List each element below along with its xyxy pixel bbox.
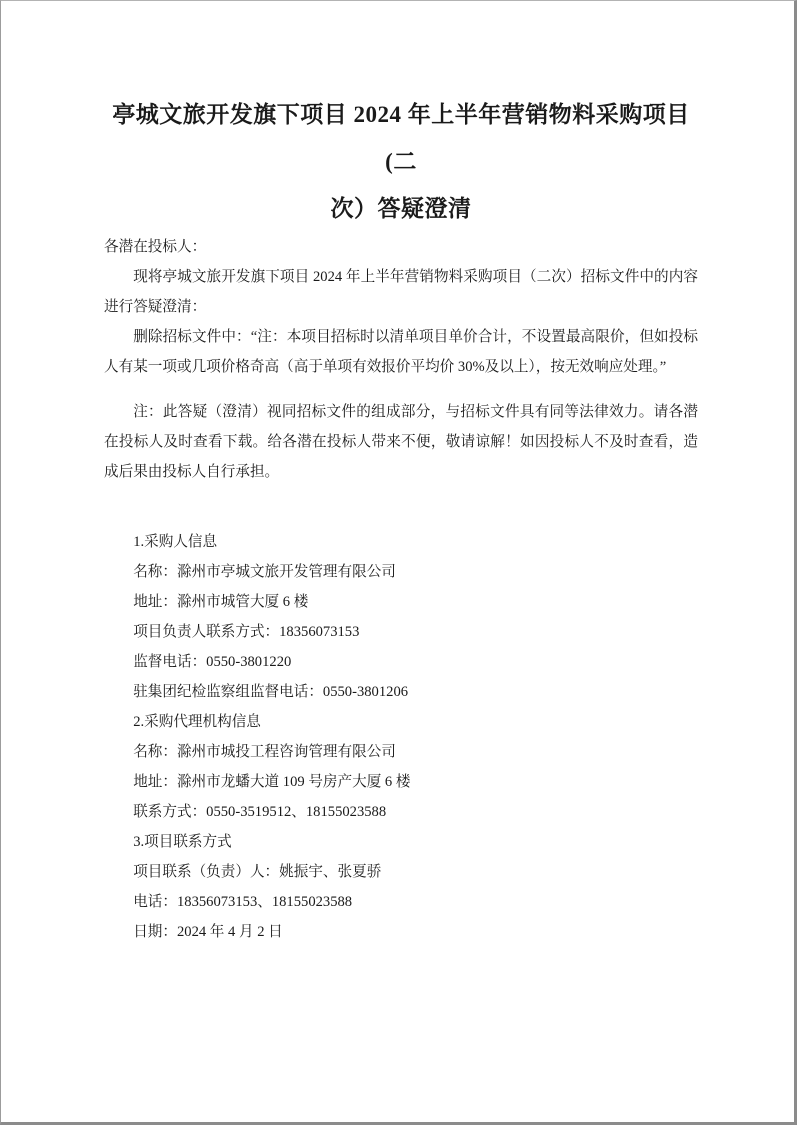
discipline-phone-line: 驻集团纪检监察组监督电话：0550-3801206 xyxy=(133,684,409,700)
purchaser-name-line: 名称：滁州市亭城文旅开发管理有限公司 xyxy=(133,564,396,580)
agency-contact-line: 联系方式：0550-3519512、18155023588 xyxy=(133,804,387,820)
project-contact-section xyxy=(104,827,698,947)
purchaser-address-line: 地址：滁州市城管大厦 6 楼 xyxy=(133,594,309,610)
purchaser-contact-line: 项目负责人联系方式：18356073153 xyxy=(133,624,360,640)
spacer xyxy=(104,382,698,397)
spacer xyxy=(104,487,698,527)
supervision-phone-line: 监督电话：0550-3801220 xyxy=(133,654,292,670)
agency-name-line: 名称：滁州市城投工程咨询管理有限公司 xyxy=(133,744,396,760)
purchaser-section-heading: 1.采购人信息 xyxy=(133,534,218,550)
salutation-text: 各潜在投标人： xyxy=(104,239,207,255)
title-line-2: 次）答疑澄清 xyxy=(330,196,472,221)
project-contact-line: 项目联系（负责）人：姚振宇、张夏骄 xyxy=(133,864,382,880)
title-line-1: 亭城文旅开发旗下项目 2024 年上半年营销物料采购项目(二 xyxy=(112,102,690,174)
phone-line: 电话：18356073153、18155023588 xyxy=(133,894,353,910)
agency-section-heading: 2.采购代理机构信息 xyxy=(133,714,261,730)
clarification-paragraph: 删除招标文件中：“注：本项目招标时以清单项目单价合计，不设置最高限价，但如投标人有某一项或几项价格奇高（高于单项有效报价平均价 30%及以上），按无效响应处理。” xyxy=(104,329,698,375)
document-content xyxy=(1,1,794,1122)
document-body xyxy=(104,232,698,947)
contact-section-heading: 3.项目联系方式 xyxy=(133,834,232,850)
purchaser-info-section xyxy=(104,527,698,707)
agency-address-line: 地址：滁州市龙蟠大道 109 号房产大厦 6 楼 xyxy=(133,774,411,790)
note-paragraph: 注：此答疑（澄清）视同招标文件的组成部分，与招标文件具有同等法律效力。请各潜在投标人及时查看下载。给各潜在投标人带来不便，敬请谅解！如因投标人不及时查看，造成后果由投标人自行承担。 xyxy=(104,404,698,480)
date-line: 日期：2024 年 4 月 2 日 xyxy=(133,924,283,940)
document-title xyxy=(104,91,698,232)
intro-paragraph: 现将亭城文旅开发旗下项目 2024 年上半年营销物料采购项目（二次）招标文件中的内容进行答疑澄清： xyxy=(104,269,698,315)
agency-info-section xyxy=(104,707,698,827)
